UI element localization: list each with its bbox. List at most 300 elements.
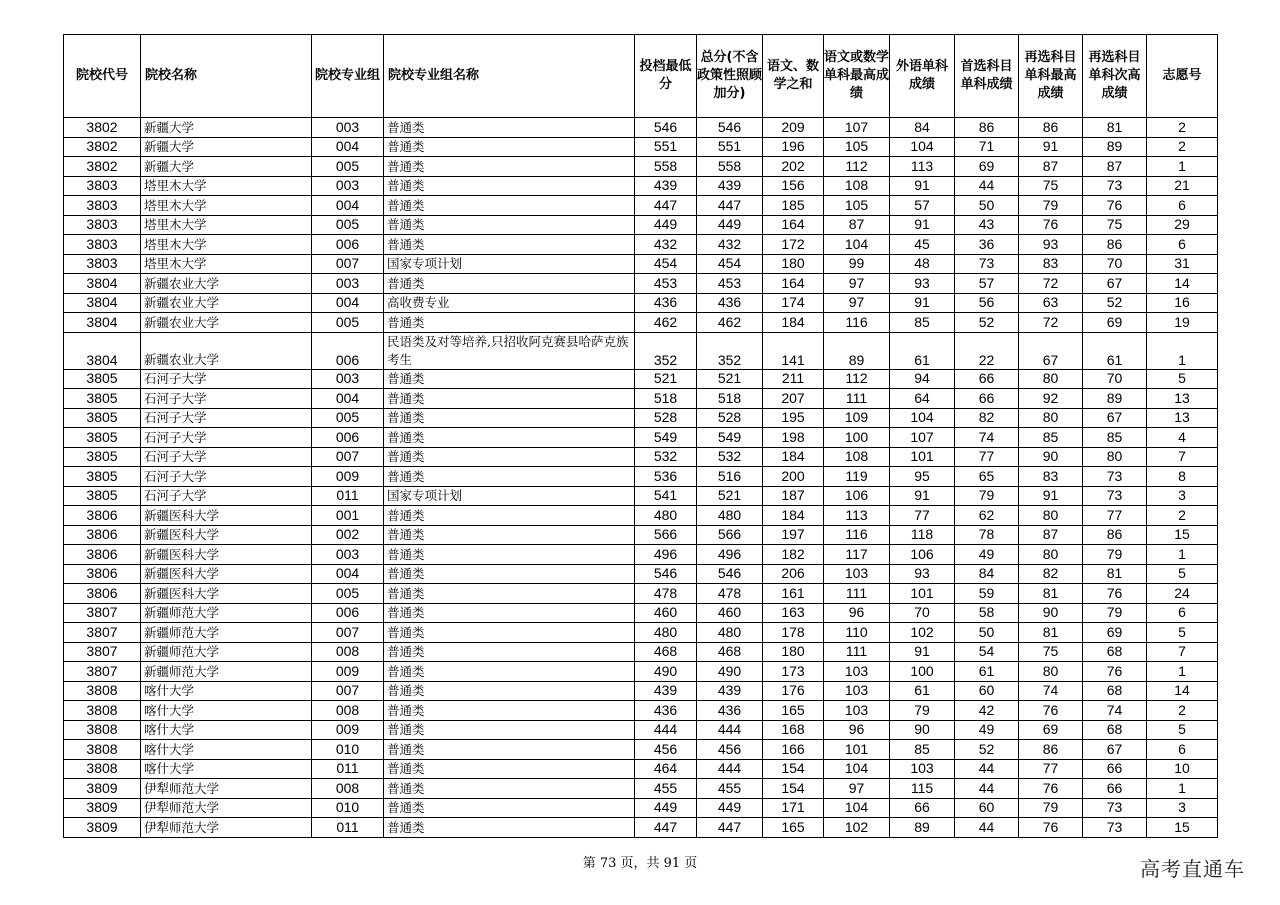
cell-total-score: 456: [697, 740, 763, 760]
cell-reselect-second: 66: [1083, 779, 1147, 799]
cell-first-subject: 50: [955, 196, 1019, 216]
cell-school-name: 石河子大学: [141, 447, 312, 467]
header-chinese-math: 语文、数学之和: [763, 35, 824, 118]
cell-min-score: 436: [635, 701, 697, 721]
cell-foreign-score: 94: [890, 369, 955, 389]
cell-first-subject: 36: [955, 235, 1019, 255]
cell-first-subject: 69: [955, 157, 1019, 177]
cell-reselect-second: 79: [1083, 603, 1147, 623]
cell-group-name: 普通类: [384, 603, 635, 623]
cell-group-code: 003: [312, 369, 384, 389]
cell-chinese-math: 165: [763, 818, 824, 838]
cell-chinese-math: 198: [763, 428, 824, 448]
cell-cm-max: 103: [824, 701, 890, 721]
table-row: [64, 662, 1218, 682]
cell-group-name: 普通类: [384, 818, 635, 838]
cell-school-name: 石河子大学: [141, 389, 312, 409]
cell-min-score: 439: [635, 176, 697, 196]
cell-min-score: 436: [635, 293, 697, 313]
cell-total-score: 546: [697, 564, 763, 584]
cell-cm-max: 116: [824, 313, 890, 333]
cell-group-code: 007: [312, 681, 384, 701]
cell-school-code: 3805: [64, 389, 141, 409]
cell-reselect-second: 68: [1083, 720, 1147, 740]
cell-reselect-second: 81: [1083, 118, 1147, 138]
table-row: [64, 506, 1218, 526]
cell-chinese-math: 184: [763, 506, 824, 526]
cell-cm-max: 107: [824, 118, 890, 138]
cell-first-subject: 22: [955, 332, 1019, 369]
table-row: [64, 332, 1218, 369]
cell-first-subject: 74: [955, 428, 1019, 448]
cell-group-code: 010: [312, 798, 384, 818]
cell-chinese-math: 187: [763, 486, 824, 506]
cell-cm-max: 113: [824, 506, 890, 526]
cell-school-code: 3802: [64, 118, 141, 138]
cell-wish-number: 5: [1147, 564, 1218, 584]
cell-first-subject: 65: [955, 467, 1019, 487]
cell-total-score: 444: [697, 720, 763, 740]
cell-first-subject: 79: [955, 486, 1019, 506]
cell-school-name: 塔里木大学: [141, 235, 312, 255]
cell-reselect-second: 80: [1083, 447, 1147, 467]
cell-foreign-score: 57: [890, 196, 955, 216]
cell-min-score: 528: [635, 408, 697, 428]
cell-min-score: 536: [635, 467, 697, 487]
cell-school-code: 3805: [64, 447, 141, 467]
cell-school-code: 3806: [64, 584, 141, 604]
cell-foreign-score: 102: [890, 623, 955, 643]
cell-school-name: 喀什大学: [141, 701, 312, 721]
table-row: [64, 642, 1218, 662]
cell-min-score: 455: [635, 779, 697, 799]
cell-group-name: 普通类: [384, 176, 635, 196]
cell-cm-max: 112: [824, 157, 890, 177]
cell-group-name: 高收费专业: [384, 293, 635, 313]
cell-wish-number: 16: [1147, 293, 1218, 313]
cell-first-subject: 59: [955, 584, 1019, 604]
cell-total-score: 432: [697, 235, 763, 255]
cell-foreign-score: 118: [890, 525, 955, 545]
cell-reselect-max: 81: [1019, 623, 1083, 643]
cell-school-name: 新疆医科大学: [141, 545, 312, 565]
cell-cm-max: 104: [824, 798, 890, 818]
table-row: [64, 408, 1218, 428]
cell-wish-number: 15: [1147, 525, 1218, 545]
cell-first-subject: 66: [955, 369, 1019, 389]
cell-total-score: 455: [697, 779, 763, 799]
cell-group-code: 006: [312, 235, 384, 255]
cell-min-score: 480: [635, 506, 697, 526]
cell-school-code: 3805: [64, 467, 141, 487]
cell-school-code: 3803: [64, 196, 141, 216]
cell-reselect-second: 69: [1083, 623, 1147, 643]
cell-reselect-max: 80: [1019, 369, 1083, 389]
cell-min-score: 468: [635, 642, 697, 662]
cell-reselect-max: 90: [1019, 603, 1083, 623]
cell-group-name: 普通类: [384, 642, 635, 662]
cell-group-code: 009: [312, 662, 384, 682]
cell-min-score: 454: [635, 254, 697, 274]
cell-first-subject: 73: [955, 254, 1019, 274]
cell-foreign-score: 61: [890, 332, 955, 369]
cell-cm-max: 111: [824, 642, 890, 662]
cell-chinese-math: 184: [763, 313, 824, 333]
cell-cm-max: 108: [824, 447, 890, 467]
cell-total-score: 532: [697, 447, 763, 467]
cell-total-score: 566: [697, 525, 763, 545]
cell-cm-max: 87: [824, 215, 890, 235]
cell-wish-number: 31: [1147, 254, 1218, 274]
cell-chinese-math: 154: [763, 779, 824, 799]
cell-school-name: 新疆医科大学: [141, 564, 312, 584]
cell-group-code: 001: [312, 506, 384, 526]
cell-first-subject: 82: [955, 408, 1019, 428]
cell-reselect-second: 86: [1083, 235, 1147, 255]
cell-foreign-score: 89: [890, 818, 955, 838]
cell-total-score: 521: [697, 486, 763, 506]
cell-first-subject: 78: [955, 525, 1019, 545]
cell-group-code: 009: [312, 720, 384, 740]
cell-wish-number: 24: [1147, 584, 1218, 604]
cell-school-code: 3809: [64, 779, 141, 799]
table-row: [64, 196, 1218, 216]
cell-group-name: 普通类: [384, 408, 635, 428]
cell-first-subject: 49: [955, 545, 1019, 565]
cell-foreign-score: 70: [890, 603, 955, 623]
table-header-row: [64, 35, 1218, 118]
cell-reselect-second: 87: [1083, 157, 1147, 177]
cell-min-score: 558: [635, 157, 697, 177]
cell-school-code: 3802: [64, 137, 141, 157]
cell-reselect-max: 76: [1019, 818, 1083, 838]
cell-reselect-second: 67: [1083, 740, 1147, 760]
cell-foreign-score: 66: [890, 798, 955, 818]
cell-school-name: 新疆大学: [141, 137, 312, 157]
cell-cm-max: 89: [824, 332, 890, 369]
cell-min-score: 449: [635, 798, 697, 818]
cell-cm-max: 109: [824, 408, 890, 428]
cell-school-code: 3808: [64, 740, 141, 760]
cell-school-name: 新疆农业大学: [141, 332, 312, 369]
cell-group-code: 005: [312, 408, 384, 428]
cell-school-name: 石河子大学: [141, 369, 312, 389]
cell-foreign-score: 95: [890, 467, 955, 487]
cell-school-name: 新疆医科大学: [141, 584, 312, 604]
cell-foreign-score: 107: [890, 428, 955, 448]
cell-total-score: 518: [697, 389, 763, 409]
cell-wish-number: 13: [1147, 389, 1218, 409]
table-row: [64, 603, 1218, 623]
cell-reselect-second: 67: [1083, 274, 1147, 294]
cell-school-code: 3805: [64, 408, 141, 428]
cell-first-subject: 44: [955, 759, 1019, 779]
cell-reselect-max: 86: [1019, 118, 1083, 138]
cell-wish-number: 21: [1147, 176, 1218, 196]
cell-first-subject: 60: [955, 681, 1019, 701]
cell-reselect-second: 52: [1083, 293, 1147, 313]
cell-reselect-max: 79: [1019, 798, 1083, 818]
table-row: [64, 798, 1218, 818]
cell-school-code: 3809: [64, 798, 141, 818]
cell-reselect-max: 93: [1019, 235, 1083, 255]
cell-cm-max: 103: [824, 681, 890, 701]
cell-first-subject: 71: [955, 137, 1019, 157]
table-row: [64, 818, 1218, 838]
cell-foreign-score: 91: [890, 215, 955, 235]
cell-foreign-score: 106: [890, 545, 955, 565]
cell-reselect-second: 68: [1083, 681, 1147, 701]
cell-school-code: 3803: [64, 235, 141, 255]
cell-reselect-second: 73: [1083, 818, 1147, 838]
header-first-subject: 首选科目单科成绩: [955, 35, 1019, 118]
cell-group-name: 普通类: [384, 389, 635, 409]
cell-reselect-max: 74: [1019, 681, 1083, 701]
cell-first-subject: 56: [955, 293, 1019, 313]
header-reselect-max: 再选科目单科最高成绩: [1019, 35, 1083, 118]
cell-min-score: 546: [635, 564, 697, 584]
cell-min-score: 549: [635, 428, 697, 448]
cell-total-score: 439: [697, 681, 763, 701]
cell-group-code: 007: [312, 623, 384, 643]
cell-wish-number: 14: [1147, 681, 1218, 701]
cell-group-name: 普通类: [384, 545, 635, 565]
cell-chinese-math: 166: [763, 740, 824, 760]
cell-reselect-second: 70: [1083, 254, 1147, 274]
table-row: [64, 293, 1218, 313]
cell-group-name: 普通类: [384, 447, 635, 467]
cell-reselect-second: 85: [1083, 428, 1147, 448]
cell-reselect-second: 76: [1083, 584, 1147, 604]
cell-foreign-score: 101: [890, 447, 955, 467]
cell-group-code: 009: [312, 467, 384, 487]
cell-foreign-score: 91: [890, 642, 955, 662]
cell-foreign-score: 79: [890, 701, 955, 721]
cell-group-name: 普通类: [384, 196, 635, 216]
cell-reselect-second: 73: [1083, 798, 1147, 818]
cell-reselect-second: 76: [1083, 662, 1147, 682]
cell-school-name: 新疆大学: [141, 157, 312, 177]
cell-first-subject: 86: [955, 118, 1019, 138]
cell-group-code: 003: [312, 118, 384, 138]
cell-foreign-score: 77: [890, 506, 955, 526]
cell-school-name: 塔里木大学: [141, 215, 312, 235]
cell-total-score: 521: [697, 369, 763, 389]
admission-table-page: [63, 34, 1217, 838]
cell-school-code: 3807: [64, 623, 141, 643]
cell-school-name: 伊犁师范大学: [141, 818, 312, 838]
header-school-code: 院校代号: [64, 35, 141, 118]
cell-foreign-score: 84: [890, 118, 955, 138]
cell-group-code: 005: [312, 157, 384, 177]
cell-chinese-math: 176: [763, 681, 824, 701]
cell-school-name: 石河子大学: [141, 408, 312, 428]
header-group-code: 院校专业组: [312, 35, 384, 118]
table-row: [64, 759, 1218, 779]
cell-wish-number: 5: [1147, 623, 1218, 643]
cell-foreign-score: 100: [890, 662, 955, 682]
cell-total-score: 516: [697, 467, 763, 487]
cell-wish-number: 1: [1147, 157, 1218, 177]
cell-school-code: 3804: [64, 332, 141, 369]
cell-chinese-math: 164: [763, 274, 824, 294]
table-row: [64, 137, 1218, 157]
cell-school-code: 3807: [64, 662, 141, 682]
table-row: [64, 389, 1218, 409]
cell-foreign-score: 104: [890, 137, 955, 157]
cell-reselect-second: 77: [1083, 506, 1147, 526]
table-row: [64, 118, 1218, 138]
cell-min-score: 453: [635, 274, 697, 294]
cell-total-score: 468: [697, 642, 763, 662]
table-row: [64, 369, 1218, 389]
cell-school-name: 新疆师范大学: [141, 642, 312, 662]
cell-min-score: 541: [635, 486, 697, 506]
cell-school-code: 3804: [64, 293, 141, 313]
cell-school-name: 伊犁师范大学: [141, 779, 312, 799]
cell-group-name: 普通类: [384, 235, 635, 255]
header-wish-number: 志愿号: [1147, 35, 1218, 118]
cell-reselect-max: 87: [1019, 525, 1083, 545]
cell-foreign-score: 93: [890, 274, 955, 294]
cell-reselect-max: 92: [1019, 389, 1083, 409]
cell-school-name: 塔里木大学: [141, 196, 312, 216]
table-row: [64, 779, 1218, 799]
cell-school-name: 塔里木大学: [141, 176, 312, 196]
cell-school-name: 新疆医科大学: [141, 525, 312, 545]
cell-school-code: 3806: [64, 525, 141, 545]
cell-wish-number: 1: [1147, 332, 1218, 369]
cell-reselect-max: 91: [1019, 486, 1083, 506]
cell-reselect-max: 75: [1019, 642, 1083, 662]
cell-foreign-score: 101: [890, 584, 955, 604]
cell-group-name: 普通类: [384, 798, 635, 818]
cell-reselect-second: 74: [1083, 701, 1147, 721]
cell-chinese-math: 161: [763, 584, 824, 604]
cell-cm-max: 105: [824, 196, 890, 216]
cell-group-code: 005: [312, 584, 384, 604]
cell-total-score: 490: [697, 662, 763, 682]
cell-foreign-score: 90: [890, 720, 955, 740]
cell-reselect-max: 80: [1019, 545, 1083, 565]
header-foreign-language: 外语单科成绩: [890, 35, 955, 118]
cell-wish-number: 4: [1147, 428, 1218, 448]
cell-min-score: 546: [635, 118, 697, 138]
cell-foreign-score: 113: [890, 157, 955, 177]
cell-foreign-score: 48: [890, 254, 955, 274]
cell-reselect-max: 82: [1019, 564, 1083, 584]
cell-wish-number: 1: [1147, 779, 1218, 799]
cell-school-name: 新疆大学: [141, 118, 312, 138]
cell-school-name: 新疆师范大学: [141, 603, 312, 623]
cell-chinese-math: 154: [763, 759, 824, 779]
cell-chinese-math: 174: [763, 293, 824, 313]
cell-group-code: 003: [312, 176, 384, 196]
cell-cm-max: 106: [824, 486, 890, 506]
cell-wish-number: 14: [1147, 274, 1218, 294]
cell-reselect-max: 86: [1019, 740, 1083, 760]
cell-group-code: 008: [312, 701, 384, 721]
cell-chinese-math: 168: [763, 720, 824, 740]
cell-first-subject: 44: [955, 779, 1019, 799]
cell-first-subject: 50: [955, 623, 1019, 643]
cell-foreign-score: 64: [890, 389, 955, 409]
cell-reselect-max: 87: [1019, 157, 1083, 177]
cell-group-code: 003: [312, 545, 384, 565]
cell-group-name: 普通类: [384, 740, 635, 760]
cell-wish-number: 6: [1147, 740, 1218, 760]
cell-school-code: 3806: [64, 545, 141, 565]
cell-chinese-math: 172: [763, 235, 824, 255]
cell-foreign-score: 85: [890, 313, 955, 333]
cell-cm-max: 101: [824, 740, 890, 760]
cell-min-score: 490: [635, 662, 697, 682]
cell-cm-max: 116: [824, 525, 890, 545]
cell-group-name: 普通类: [384, 701, 635, 721]
cell-total-score: 444: [697, 759, 763, 779]
cell-reselect-max: 80: [1019, 506, 1083, 526]
cell-reselect-second: 73: [1083, 176, 1147, 196]
cell-total-score: 447: [697, 818, 763, 838]
cell-chinese-math: 173: [763, 662, 824, 682]
cell-reselect-max: 75: [1019, 176, 1083, 196]
cell-school-name: 新疆农业大学: [141, 293, 312, 313]
cell-min-score: 464: [635, 759, 697, 779]
cell-group-name: 普通类: [384, 313, 635, 333]
cell-school-code: 3808: [64, 720, 141, 740]
cell-chinese-math: 180: [763, 254, 824, 274]
cell-first-subject: 43: [955, 215, 1019, 235]
cell-min-score: 439: [635, 681, 697, 701]
cell-school-name: 喀什大学: [141, 759, 312, 779]
cell-school-code: 3805: [64, 428, 141, 448]
cell-reselect-max: 76: [1019, 215, 1083, 235]
table-row: [64, 720, 1218, 740]
cell-reselect-max: 85: [1019, 428, 1083, 448]
cell-reselect-max: 90: [1019, 447, 1083, 467]
cell-min-score: 496: [635, 545, 697, 565]
table-row: [64, 740, 1218, 760]
cell-cm-max: 97: [824, 274, 890, 294]
cell-school-code: 3806: [64, 506, 141, 526]
cell-wish-number: 7: [1147, 642, 1218, 662]
cell-reselect-max: 69: [1019, 720, 1083, 740]
table-row: [64, 254, 1218, 274]
cell-group-code: 006: [312, 332, 384, 369]
cell-group-code: 002: [312, 525, 384, 545]
table-row: [64, 701, 1218, 721]
table-row: [64, 447, 1218, 467]
cell-chinese-math: 171: [763, 798, 824, 818]
cell-chinese-math: 156: [763, 176, 824, 196]
cell-wish-number: 7: [1147, 447, 1218, 467]
cell-total-score: 462: [697, 313, 763, 333]
cell-reselect-second: 68: [1083, 642, 1147, 662]
cell-total-score: 496: [697, 545, 763, 565]
cell-reselect-second: 73: [1083, 467, 1147, 487]
cell-min-score: 352: [635, 332, 697, 369]
cell-reselect-max: 67: [1019, 332, 1083, 369]
cell-group-name: 普通类: [384, 564, 635, 584]
cell-school-code: 3803: [64, 254, 141, 274]
cell-reselect-second: 70: [1083, 369, 1147, 389]
cell-school-name: 新疆农业大学: [141, 313, 312, 333]
cell-wish-number: 19: [1147, 313, 1218, 333]
cell-total-score: 460: [697, 603, 763, 623]
cell-cm-max: 103: [824, 564, 890, 584]
cell-cm-max: 112: [824, 369, 890, 389]
cell-chinese-math: 165: [763, 701, 824, 721]
